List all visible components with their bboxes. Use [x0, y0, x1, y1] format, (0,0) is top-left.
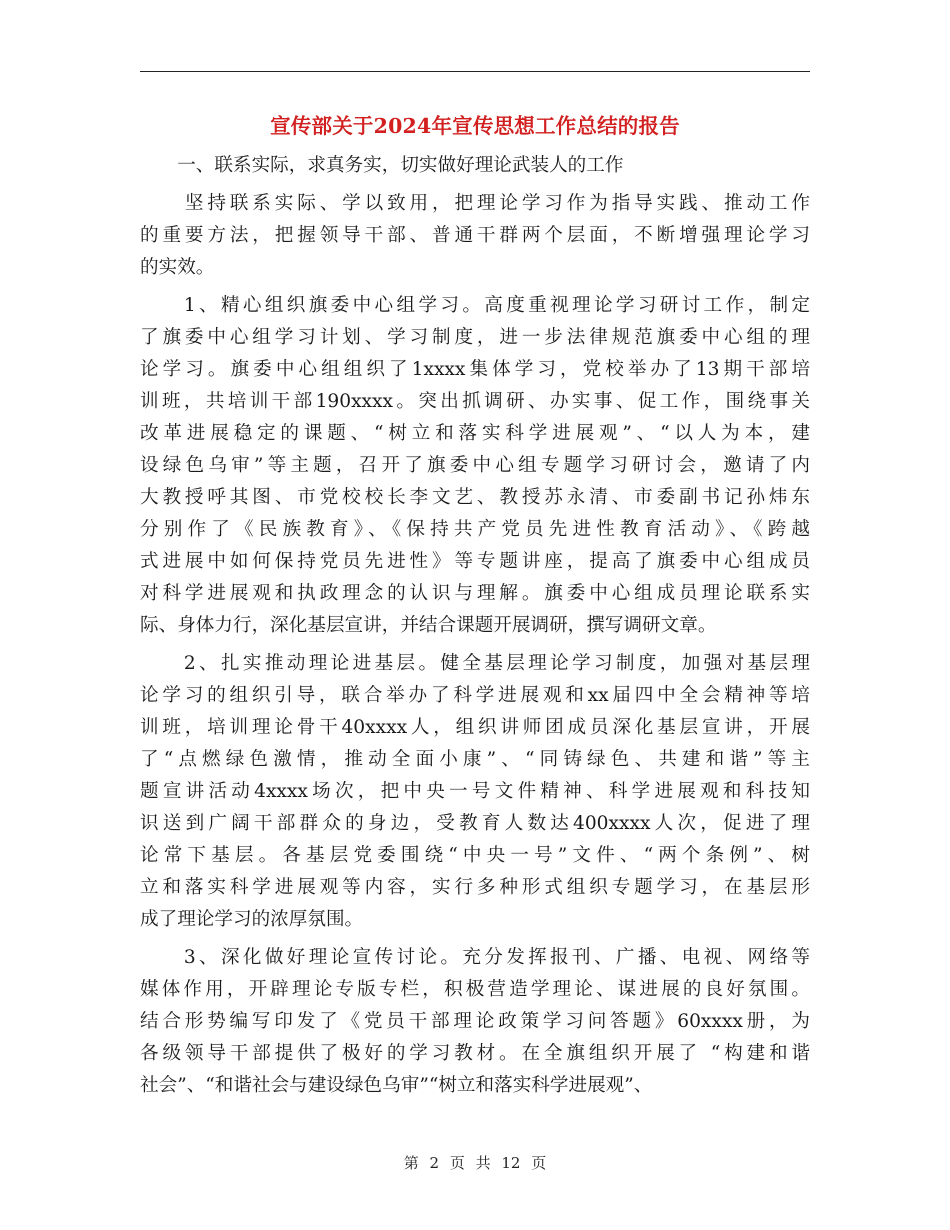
text-line: 的实效。: [140, 257, 215, 278]
paragraph: [140, 150, 810, 182]
text-line: 对科学进展观和执政理念的认识与理解。旗委中心组成员理论联系实: [140, 583, 810, 604]
text-line: 的重要方法，把握领导干部、普通干群两个层面，不断增强理论学习: [140, 225, 810, 246]
text-line: 各级领导干部提供了极好的学习教材。在全旗组织开展了 “构建和谐: [140, 1043, 810, 1064]
header-rule: [140, 71, 810, 72]
document-body: [140, 150, 810, 1102]
paragraph: [140, 188, 810, 284]
text-line: 论学习的组织引导，联合举办了科学进展观和xx届四中全会精神等培: [140, 685, 810, 706]
text-line: 社会”、“和谐社会与建设绿色乌审”“树立和落实科学进展观”、: [140, 1075, 653, 1096]
page-number: 第 2 页 共 12 页: [403, 1154, 547, 1172]
text-line: 媒体作用，开辟理论专版专栏，积极营造学理论、谋进展的良好氛围。: [140, 979, 810, 1000]
text-line: 改革进展稳定的课题、“树立和落实科学进展观”、“以人为本，建: [140, 423, 810, 444]
text-line: 际、身体力行，深化基层宣讲，并结合课题开展调研，撰写调研文章。: [140, 615, 717, 636]
text-line: 大教授呼其图、市党校校长李文艺、教授苏永清、市委副书记孙炜东: [140, 487, 810, 508]
document-title: 宣传部关于2024年宣传思想工作总结的报告: [270, 114, 680, 138]
text-line: 式进展中如何保持党员先进性》等专题讲座，提高了旗委中心组成员: [140, 551, 810, 572]
text-line: 识送到广阔干部群众的身边，受教育人数达400xxxx人次，促进了理: [140, 813, 810, 834]
text-line: 设绿色乌审”等主题，召开了旗委中心组专题学习研讨会，邀请了内: [140, 455, 810, 476]
text-line: 坚持联系实际、学以致用，把理论学习作为指导实践、推动工作: [140, 193, 810, 214]
text-line: 一、联系实际，求真务实，切实做好理论武装人的工作: [140, 155, 624, 176]
text-line: 了旗委中心组学习计划、学习制度，进一步法律规范旗委中心组的理: [140, 327, 810, 348]
text-line: 论学习。旗委中心组组织了1xxxx集体学习，党校举办了13期干部培: [140, 359, 810, 380]
paragraph: [140, 648, 810, 936]
text-line: 训班，培训理论骨干40xxxx人，组织讲师团成员深化基层宣讲，开展: [140, 717, 810, 738]
text-line: 分别作了《民族教育》、《保持共产党员先进性教育活动》、《跨越: [140, 519, 810, 540]
text-line: 了“点燃绿色激情，推动全面小康”、“同铸绿色、共建和谐”等主: [140, 749, 810, 770]
paragraph: [140, 942, 810, 1102]
text-line: 结合形势编写印发了《党员干部理论政策学习问答题》60xxxx册，为: [140, 1011, 810, 1032]
text-line: 论常下基层。各基层党委围绕“中央一号”文件、“两个条例”、树: [140, 845, 810, 866]
paragraph: [140, 290, 810, 642]
text-line: 3、深化做好理论宣传讨论。充分发挥报刊、广播、电视、网络等: [140, 947, 810, 968]
text-line: 成了理论学习的浓厚氛围。: [140, 909, 364, 930]
text-line: 1、精心组织旗委中心组学习。高度重视理论学习研讨工作，制定: [140, 295, 810, 316]
text-line: 题宣讲活动4xxxx场次，把中央一号文件精神、科学进展观和科技知: [140, 781, 810, 802]
text-line: 训班，共培训干部190xxxx。突出抓调研、办实事、促工作，围绕事关: [140, 391, 810, 412]
text-line: 立和落实科学进展观等内容，实行多种形式组织专题学习，在基层形: [140, 877, 810, 898]
text-line: 2、扎实推动理论进基层。健全基层理论学习制度，加强对基层理: [140, 653, 810, 674]
